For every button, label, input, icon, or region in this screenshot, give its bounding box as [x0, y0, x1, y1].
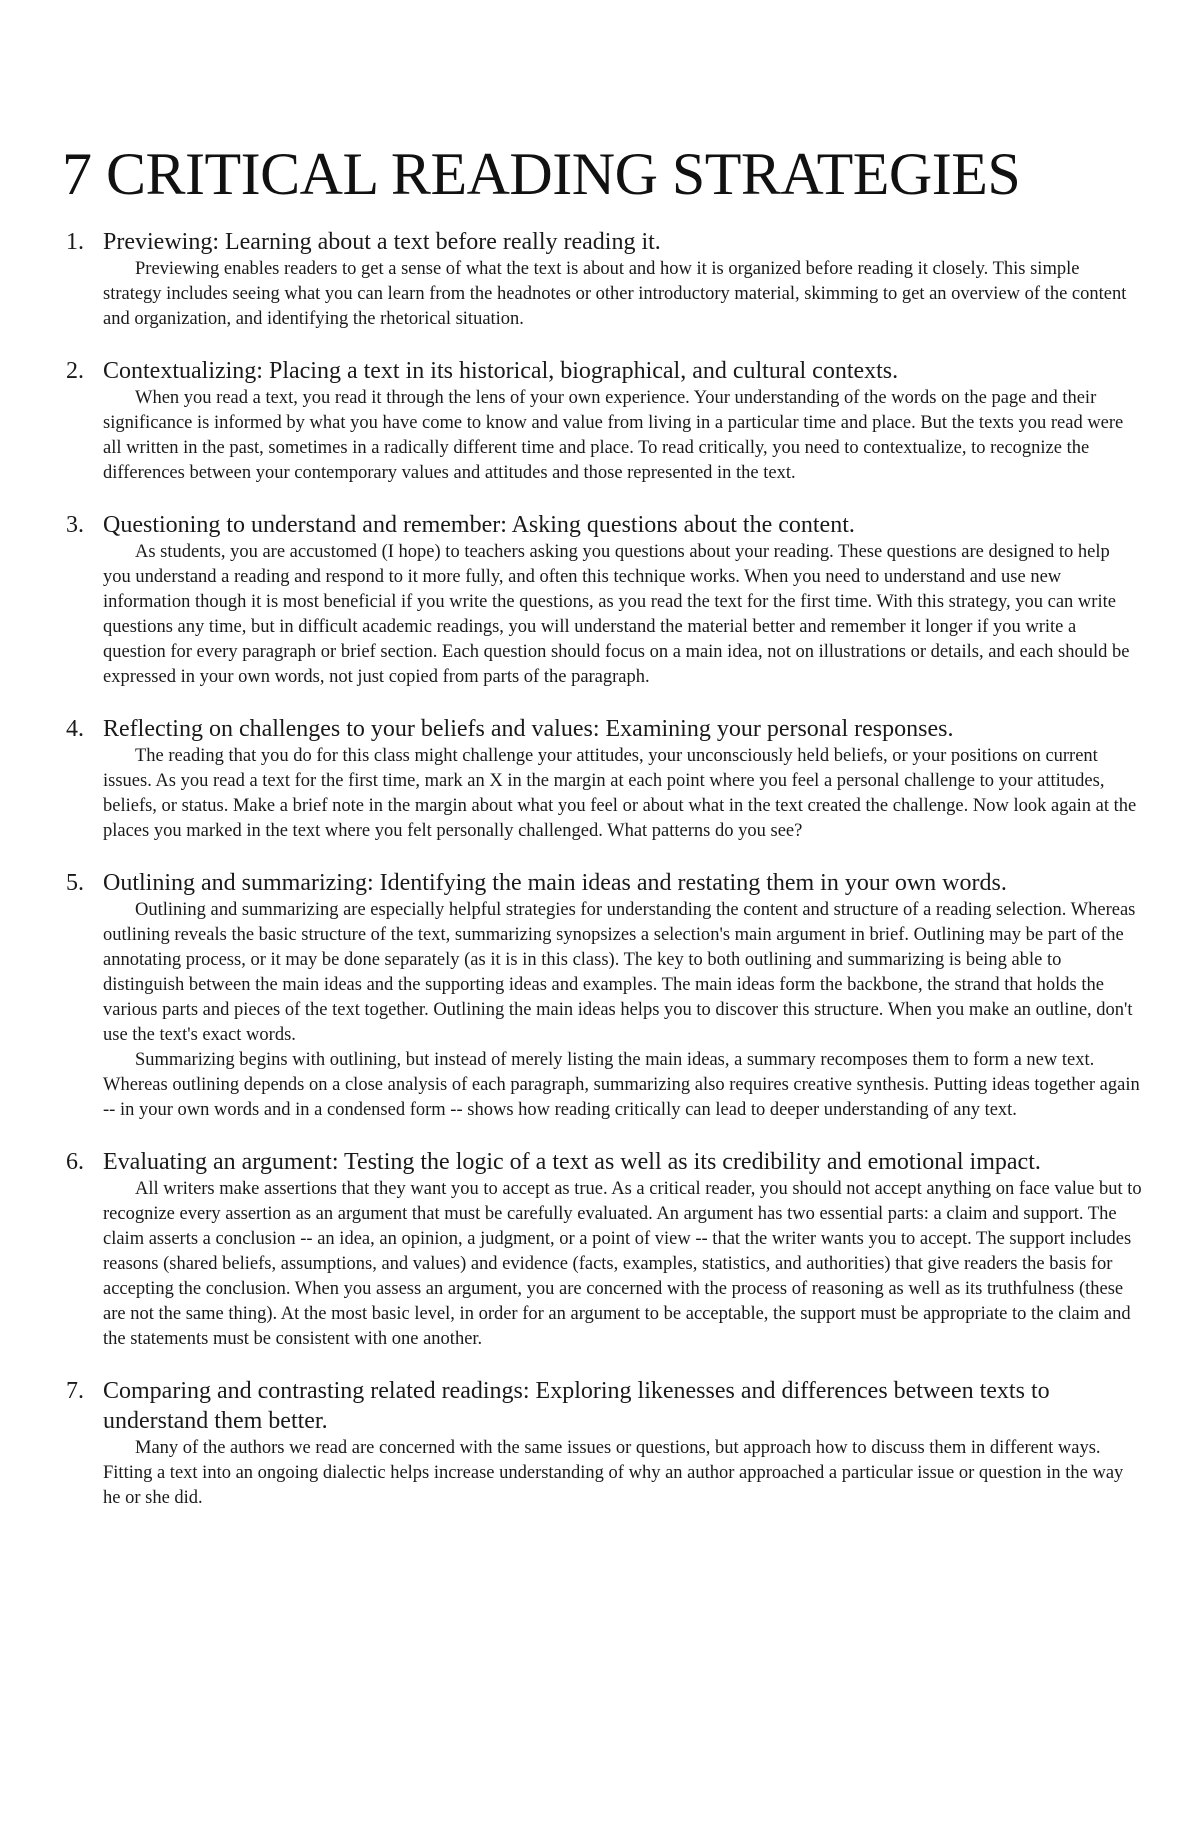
page-title: 7 CRITICAL READING STRATEGIES: [62, 141, 1021, 207]
strategy-heading: Outlining and summarizing: Identifying the main ideas and restating them in your own words.: [103, 870, 1007, 896]
strategy-number: 3.: [66, 512, 84, 538]
strategy-number: 2.: [66, 358, 84, 384]
strategy-paragraph: Previewing enables readers to get a sense of what the text is about and how it is organized before reading it closely. This simple strategy includes seeing what you can learn from the headnotes or other introductory material, skimming to get an overview of the content and organization, and identifying the rhetorical situation.: [103, 259, 1127, 329]
strategy-paragraph: Outlining and summarizing are especially helpful strategies for understanding the content and structure of a reading selection. Whereas outlining reveals the basic structure of the text, summarizing synopsizes a selection's main argument in brief. Outlining may be part of the annotating process, or it may be done separately (as it is in this class). The key to both outlining and summarizing is being able to distinguish between the main ideas and the supporting ideas and examples. The main ideas form the backbone, the strand that holds the various parts and pieces of the text together. Outlining the main ideas helps you to discover this structure. When you make an outline, don't use the text's exact words.: [103, 900, 1136, 1045]
strategy-contextualizing: [62, 356, 1142, 486]
strategy-heading: Previewing: Learning about a text before really reading it.: [103, 229, 661, 255]
strategy-number: 7.: [66, 1378, 84, 1404]
strategy-paragraph: The reading that you do for this class might challenge your attitudes, your unconsciously held beliefs, or your positions on current issues. As you read a text for the first time, mark an X in the margin at each point where you feel a personal challenge to your attitudes, beliefs, or status. Make a brief note in the margin about what you feel or about what in the text created the challenge. Now look again at the places you marked in the text where you felt personally challenged. What patterns do you see?: [103, 746, 1137, 841]
strategy-paragraph: Summarizing begins with outlining, but instead of merely listing the main ideas, a summary recomposes them to form a new text. Whereas outlining depends on a close analysis of each paragraph, summarizing also requires creative synthesis. Putting ideas together again -- in your own words and in a condensed form -- shows how reading critically can lead to deeper understanding of any text.: [103, 1050, 1140, 1120]
strategy-comparing: [62, 1376, 1142, 1511]
strategy-number: 5.: [66, 870, 84, 896]
strategy-evaluating: [62, 1147, 1142, 1352]
strategy-questioning: [62, 510, 1142, 690]
strategy-number: 6.: [66, 1149, 84, 1175]
strategy-number: 1.: [66, 229, 84, 255]
strategy-paragraph: All writers make assertions that they want you to accept as true. As a critical reader, you should not accept anything on face value but to recognize every assertion as an argument that must be carefully evaluated. An argument has two essential parts: a claim and support. The claim asserts a conclusion -- an idea, an opinion, a judgment, or a point of view -- that the writer wants you to accept. The support includes reasons (shared beliefs, assumptions, and values) and evidence (facts, examples, statistics, and authorities) that give readers the basis for accepting the conclusion. When you assess an argument, you are concerned with the process of reasoning as well as its truthfulness (these are not the same thing). At the most basic level, in order for an argument to be acceptable, the support must be appropriate to the claim and the statements must be consistent with one another.: [103, 1179, 1142, 1349]
strategy-paragraph: As students, you are accustomed (I hope) to teachers asking you questions about your reading. These questions are designed to help you understand a reading and respond to it more fully, and often this technique works. When you need to understand and use new information though it is most beneficial if you write the questions, as you read the text for the first time. With this strategy, you can write questions any time, but in difficult academic readings, you will understand the material better and remember it longer if you write a question for every paragraph or brief section. Each question should focus on a main idea, not on illustrations or details, and each should be expressed in your own words, not just copied from parts of the paragraph.: [103, 542, 1130, 687]
strategy-outlining: [62, 868, 1142, 1123]
strategy-heading: Comparing and contrasting related readings: Exploring likenesses and differences between texts to understand them better.: [103, 1378, 1050, 1434]
strategy-number: 4.: [66, 716, 84, 742]
strategy-heading: Reflecting on challenges to your beliefs and values: Examining your personal responses.: [103, 716, 954, 742]
strategy-heading: Contextualizing: Placing a text in its historical, biographical, and cultural contexts.: [103, 358, 899, 384]
strategy-reflecting: [62, 714, 1142, 844]
strategy-heading: Questioning to understand and remember: Asking questions about the content.: [103, 512, 855, 538]
document-page: [62, 138, 1142, 1535]
strategy-paragraph: Many of the authors we read are concerned with the same issues or questions, but approach how to discuss them in different ways. Fitting a text into an ongoing dialectic helps increase understanding of why an author approached a particular issue or question in the way he or she did.: [103, 1438, 1124, 1508]
strategy-previewing: [62, 227, 1142, 332]
strategy-heading: Evaluating an argument: Testing the logic of a text as well as its credibility and emotional impact.: [103, 1149, 1041, 1175]
strategy-paragraph: When you read a text, you read it through the lens of your own experience. Your understanding of the words on the page and their significance is informed by what you have come to know and value from living in a particular time and place. But the texts you read were all written in the past, sometimes in a radically different time and place. To read critically, you need to contextualize, to recognize the differences between your contemporary values and attitudes and those represented in the text.: [103, 388, 1124, 483]
